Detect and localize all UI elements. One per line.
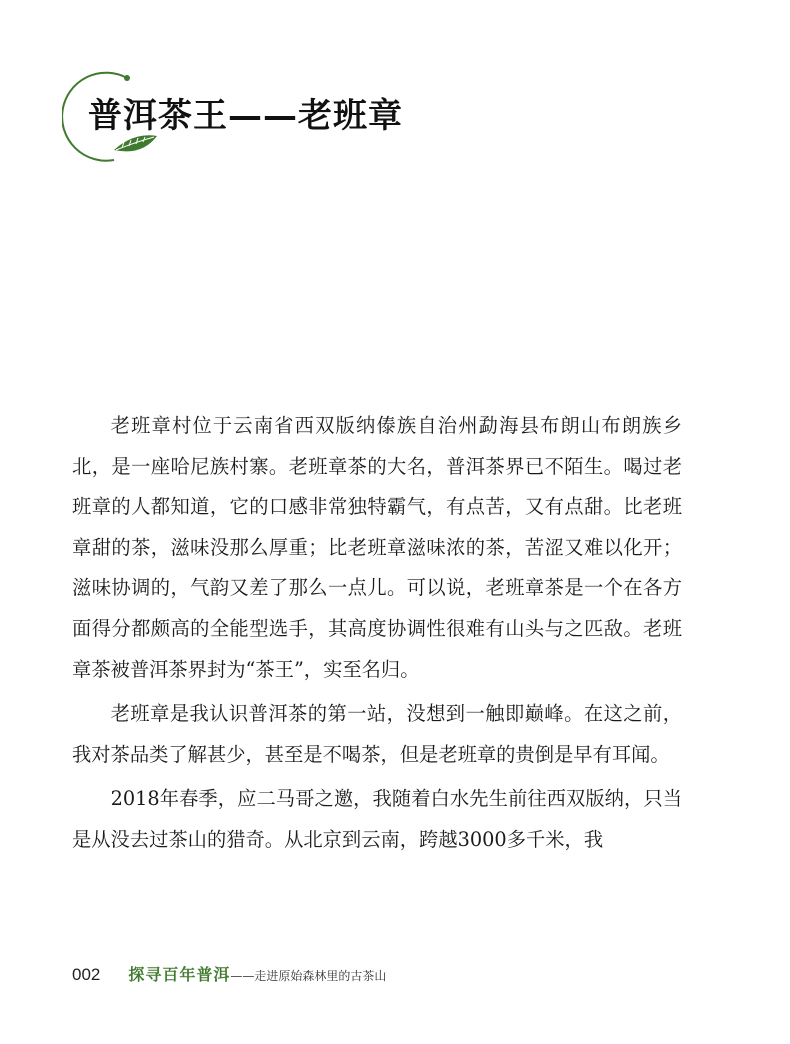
page-number: 002 (72, 965, 101, 984)
book-title: 探寻百年普洱 (128, 965, 231, 984)
page-footer (72, 962, 386, 985)
paragraph: 老班章是我认识普洱茶的第一站，没想到一触即巅峰。在这之前，我对茶品类了解甚少，甚至是不喝茶，但是老班章的贵倒是早有耳闻。 (72, 702, 682, 766)
body-text (72, 406, 682, 865)
paragraph: 老班章村位于云南省西双版纳傣族自治州勐海县布朗山布朗族乡北，是一座哈尼族村寨。老班章茶的大名，普洱茶界已不陌生。喝过老班章的人都知道，它的口感非常独特霸气，有点苦，又有点甜。比老班章甜的茶，滋味没那么厚重；比老班章滋味浓的茶，苦涩又难以化开；滋味协调的，气韵又差了那么一点儿。可以说，老班章茶是一个在各方面得分都颇高的全能型选手，其高度协调性很难有山头与之匹敌。老班章茶被普洱茶界封为“茶王”，实至名归。 (72, 414, 682, 681)
chapter-title: 普洱茶王——老班章 (88, 96, 403, 136)
book-subtitle: ——走进原始森林里的古茶山 (230, 969, 387, 983)
paragraph: 2018年春季，应二马哥之邀，我随着白水先生前往西双版纳，只当是从没去过茶山的猎奇。从北京到云南，跨越3000多千米，我 (72, 787, 682, 851)
chapter-heading (62, 70, 482, 170)
